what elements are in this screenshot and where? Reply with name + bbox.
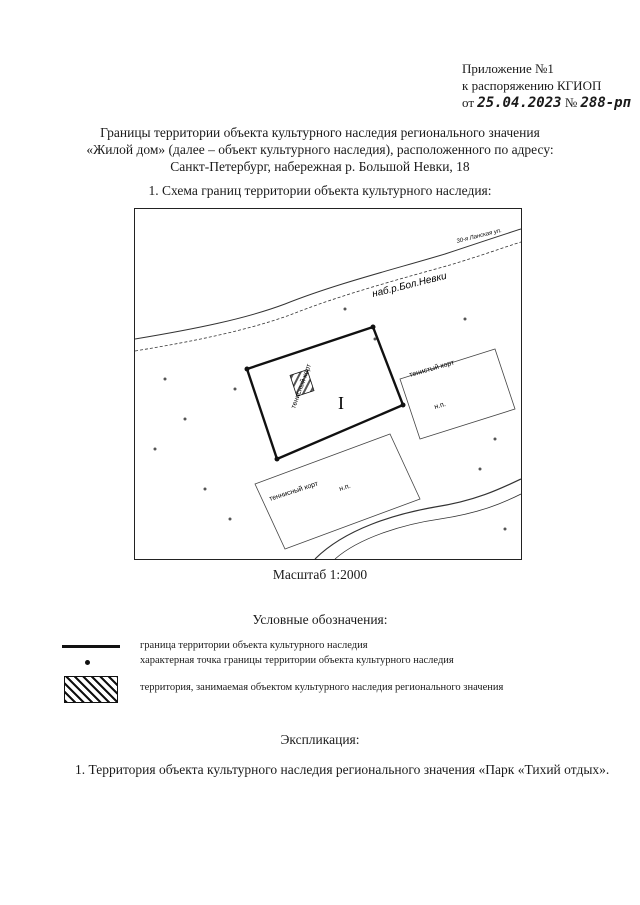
map-drawing bbox=[135, 209, 521, 559]
legend-title: Условные обозначения: bbox=[252, 612, 388, 627]
order-reference: к распоряжению КГИОП bbox=[462, 78, 602, 93]
boundary-map bbox=[134, 208, 522, 560]
number-prefix: № bbox=[564, 95, 578, 110]
explication-item-1: 1. Территория объекта культурного наследия регионального значения «Парк «Тихий отдых». bbox=[75, 762, 610, 777]
order-date-line bbox=[462, 94, 637, 112]
lanskaya-label: 30-я Ланская ул. bbox=[456, 227, 503, 245]
embankment-line bbox=[135, 242, 521, 351]
date-prefix: от bbox=[462, 95, 475, 110]
legend-item-point: характерная точка границы территории объекта культурного наследия bbox=[140, 655, 454, 666]
legend-item-territory: территория, занимаемая объектом культурного наследия регионального значения bbox=[140, 682, 504, 693]
plot-label: I bbox=[338, 393, 344, 413]
tennis-court-east bbox=[400, 349, 515, 439]
court-label-inside: тенисный корт bbox=[290, 363, 313, 410]
section-1-heading: 1. Схема границ территории объекта культурного наследия: bbox=[148, 183, 492, 198]
heritage-boundary bbox=[247, 327, 403, 459]
title-line-2: «Жилой дом» (далее – объект культурного наследия), расположенного по адресу: bbox=[86, 142, 554, 157]
explication-title: Экспликация: bbox=[280, 732, 360, 747]
boundary-points bbox=[245, 325, 406, 462]
boundary-point-symbol bbox=[85, 660, 90, 665]
document-title bbox=[60, 124, 580, 175]
title-line-3: Санкт-Петербург, набережная р. Большой Невки, 18 bbox=[170, 159, 470, 174]
map-scale: Масштаб 1:2000 bbox=[272, 567, 368, 582]
np-label-2: н.п. bbox=[433, 401, 447, 411]
order-number: 288-рп bbox=[580, 95, 632, 111]
legend-item-boundary: граница территории объекта культурного наследия bbox=[140, 640, 368, 651]
boundary-line-symbol bbox=[62, 645, 120, 648]
channel-line-2 bbox=[335, 494, 521, 559]
appendix-number: Приложение №1 bbox=[462, 61, 554, 76]
order-date: 25.04.2023 bbox=[477, 95, 562, 111]
hatched-area-symbol bbox=[64, 676, 118, 703]
np-label-1: н.п. bbox=[338, 482, 352, 493]
appendix-header bbox=[462, 60, 637, 112]
title-line-1: Границы территории объекта культурного наследия регионального значения bbox=[100, 125, 540, 140]
river-bank-line bbox=[135, 229, 521, 339]
court-label-south: теннисный корт bbox=[268, 480, 320, 503]
court-label-east: тенистый корт bbox=[408, 359, 456, 379]
street-label: наб.р.Бол.Невки bbox=[371, 270, 448, 300]
tennis-court-south bbox=[255, 434, 420, 549]
